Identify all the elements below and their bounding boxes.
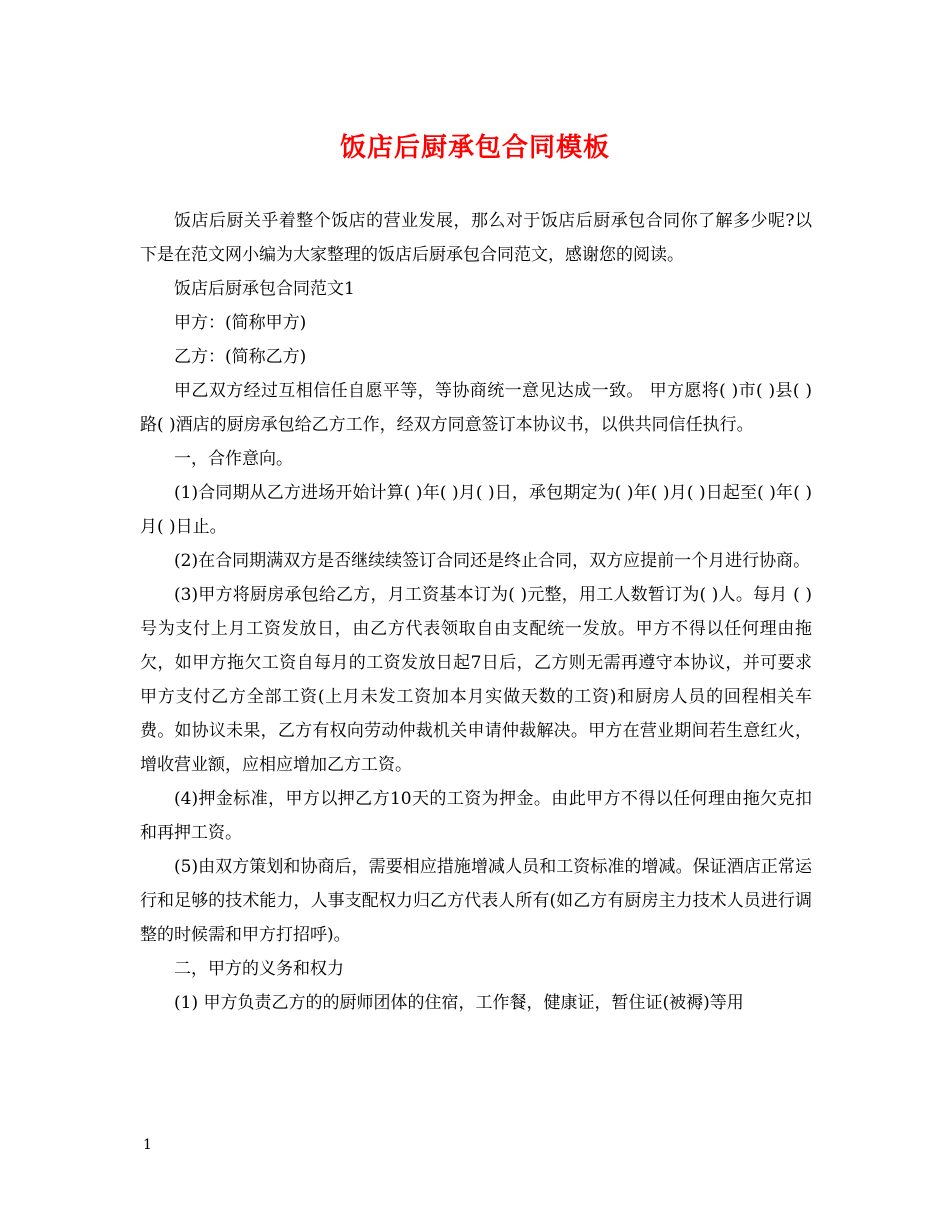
- clause-1-1: (1)合同期从乙方进场开始计算( )年( )月( )日，承包期定为( )年( )月( )日起至( )年( )月( )日止。: [140, 483, 812, 537]
- paragraph-agreement: 甲乙双方经过互相信任自愿平等，等协商统一意见达成一致。 甲方愿将( )市( )县( )路( )酒店的厨房承包给乙方工作，经双方同意签订本协议书，以供共同信任执行。: [140, 381, 812, 435]
- clause-1-2: (2)在合同期满双方是否继续续签订合同还是终止合同，双方应提前一个月进行协商。: [174, 551, 811, 571]
- section-heading-1: 一，合作意向。: [174, 449, 293, 469]
- paragraph-intro: 饭店后厨关乎着整个饭店的营业发展，那么对于饭店后厨承包合同你了解多少呢?以下是在范文网小编为大家整理的饭店后厨承包合同范文，感谢您的阅读。: [140, 211, 812, 265]
- paragraph-party-a: 甲方：(简称甲方): [174, 313, 307, 333]
- clause-1-5: (5)由双方策划和协商后，需要相应措施增减人员和工资标准的增减。保证酒店正常运行和足够的技术能力，人事支配权力归乙方代表人所有(如乙方有厨房主力技术人员进行调整的时候需和甲方打招呼)。: [140, 857, 812, 945]
- page-number: 1: [143, 1137, 152, 1153]
- clause-1-3: (3)甲方将厨房承包给乙方，月工资基本订为( )元整，用工人数暂订为( )人。每月 ( )号为支付上月工资发放日，由乙方代表领取自由支配统一发放。甲方不得以任何理由拖欠，如甲方拖欠工资自每月的工资发放日起7日后，乙方则无需再遵守本协议，并可要求甲方支付乙方全部工资(上月未发工资加本月实做天数的工资)和厨房人员的回程相关车费。如协议未果，乙方有权向劳动仲裁机关申请仲裁解决。甲方在营业期间若生意红火，增收营业额，应相应增加乙方工资。: [140, 585, 812, 775]
- paragraph-subtitle: 饭店后厨承包合同范文1: [174, 279, 355, 299]
- paragraph-party-b: 乙方：(简称乙方): [174, 347, 307, 367]
- clause-1-4: (4)押金标准，甲方以押乙方10天的工资为押金。由此甲方不得以任何理由拖欠克扣和再押工资。: [140, 789, 812, 843]
- section-heading-2: 二，甲方的义务和权力: [174, 959, 344, 979]
- clause-2-1: (1) 甲方负责乙方的的厨师团体的住宿，工作餐，健康证，暂住证(被褥)等用: [174, 993, 744, 1013]
- document-title: 饭店后厨承包合同模板: [339, 133, 610, 163]
- document-body: [140, 204, 812, 1020]
